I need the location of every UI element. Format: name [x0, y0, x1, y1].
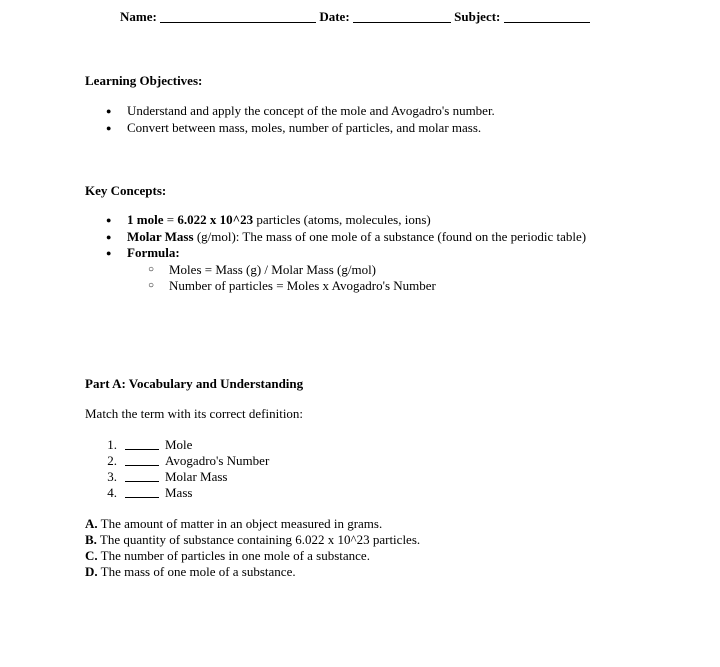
definition-row: A. The amount of matter in an object measured in grams.	[85, 516, 383, 531]
mole-value: 6.022 x 10^23	[177, 212, 254, 227]
definition-row: B. The quantity of substance containing 6.022 x 10^23 particles.	[85, 532, 421, 547]
term-row: 1. Mole	[107, 437, 193, 452]
term-text: Mass	[165, 485, 193, 500]
answer-blank	[125, 439, 159, 450]
concept-item-formula	[85, 245, 586, 294]
term-row: 2. Avogadro's Number	[107, 453, 270, 468]
formula-item: ○ Moles = Mass (g) / Molar Mass (g/mol)	[127, 262, 586, 278]
formula-term: Formula:	[127, 245, 180, 260]
key-concepts-list	[85, 212, 586, 294]
mole-rest: particles (atoms, molecules, ions)	[253, 212, 431, 227]
answer-blank	[125, 471, 159, 482]
date-label: Date:	[319, 9, 350, 24]
molar-mass-rest: (g/mol): The mass of one mole of a substance (found on the periodic table)	[193, 228, 587, 244]
term-text: Avogadro's Number	[165, 453, 270, 468]
learning-objectives-title: Learning Objectives:	[85, 73, 203, 88]
objective-item: ● Convert between mass, moles, number of particles, and molar mass.	[85, 120, 495, 137]
header-line	[120, 9, 590, 25]
mole-term: 1 mole	[127, 212, 164, 227]
formula-item: ○ Number of particles = Moles x Avogadro's Number	[127, 278, 586, 294]
learning-objectives-list	[85, 103, 495, 136]
mole-eq: =	[163, 212, 178, 227]
part-a-title: Part A: Vocabulary and Understanding	[85, 376, 304, 391]
name-blank	[160, 10, 316, 23]
concept-item-mole	[85, 212, 586, 229]
formula-list	[127, 262, 586, 294]
answer-blank	[125, 455, 159, 466]
subject-label: Subject:	[454, 9, 501, 24]
objective-item: ● Understand and apply the concept of the mole and Avogadro's number.	[85, 103, 495, 120]
date-blank	[353, 10, 451, 23]
name-label: Name:	[120, 9, 157, 24]
term-text: Mole	[165, 437, 193, 452]
answer-blank	[125, 487, 159, 498]
definitions-list	[85, 516, 420, 580]
molar-mass-term: Molar Mass	[127, 228, 194, 244]
concept-item-molar-mass	[85, 229, 586, 246]
part-a-instruction: Match the term with its correct definition:	[85, 406, 304, 421]
term-row: 4. Mass	[107, 485, 193, 500]
term-row: 3. Molar Mass	[107, 469, 228, 484]
terms-list	[85, 437, 269, 501]
definition-row: D. The mass of one mole of a substance.	[85, 564, 296, 579]
definition-row: C. The number of particles in one mole of a substance.	[85, 548, 370, 563]
term-text: Molar Mass	[165, 469, 228, 484]
key-concepts-title: Key Concepts:	[85, 183, 167, 198]
subject-blank	[504, 10, 590, 23]
